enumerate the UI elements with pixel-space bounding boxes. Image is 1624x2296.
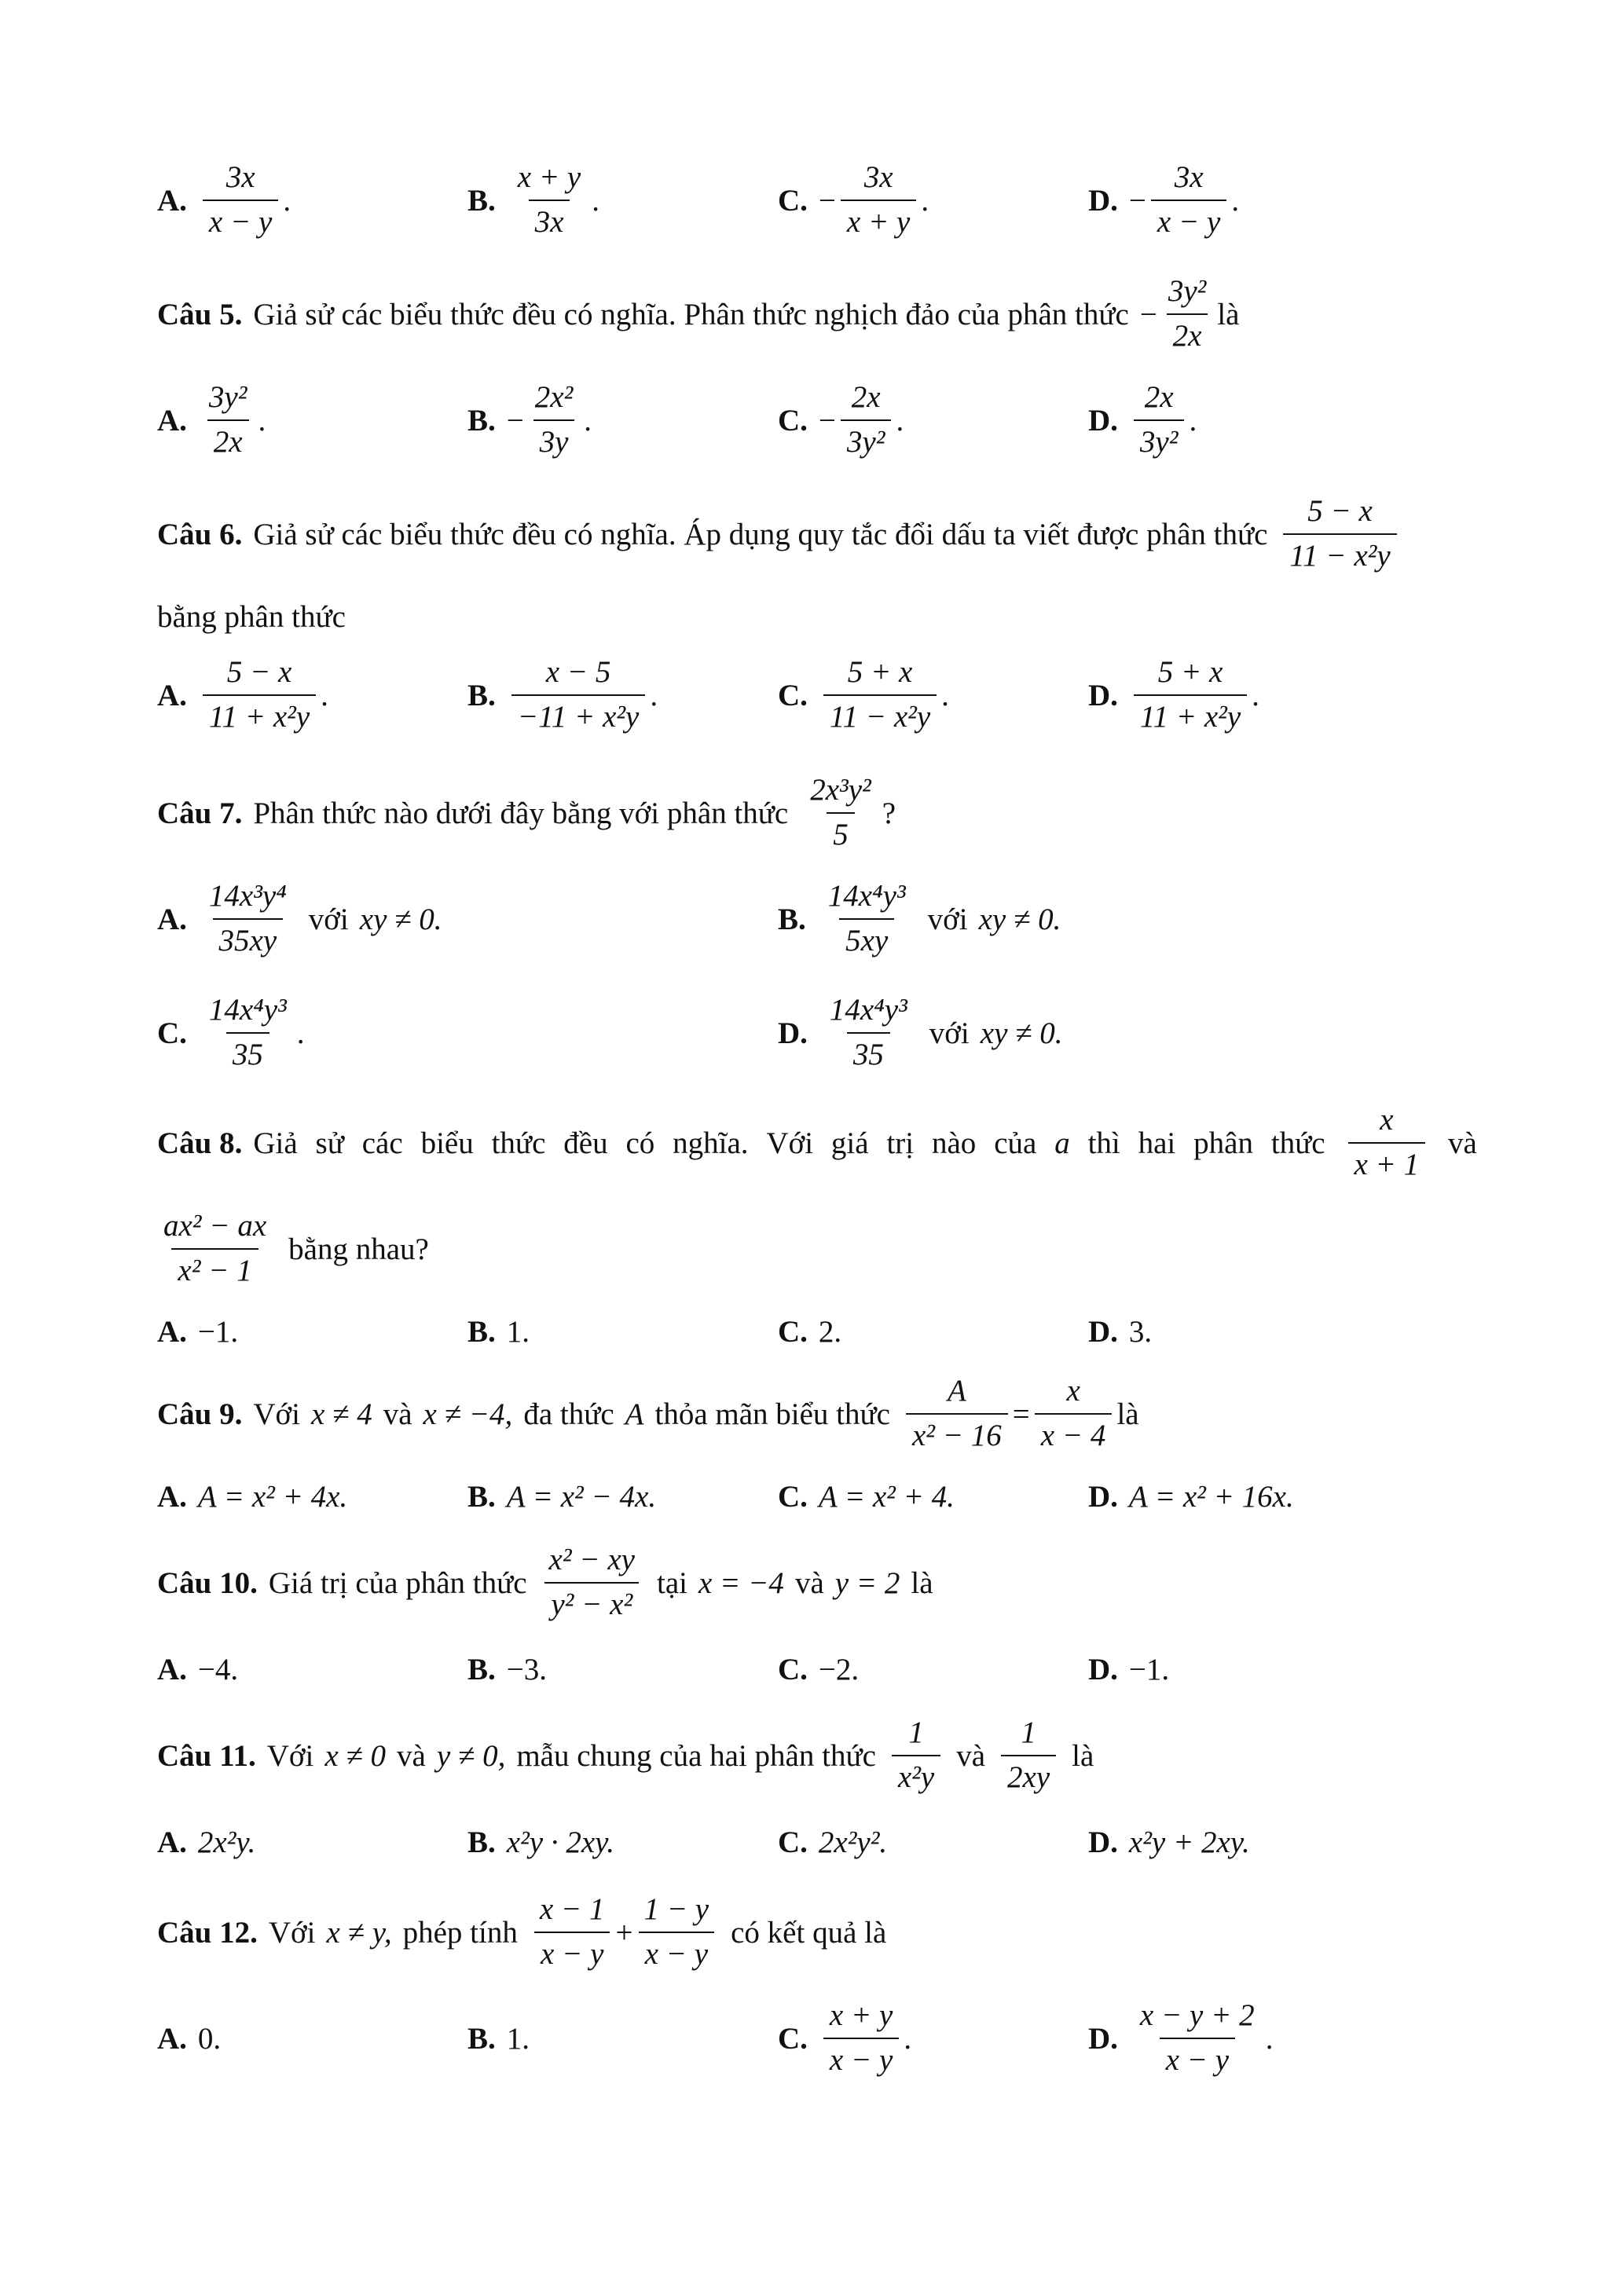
q11-options: [157, 1814, 1477, 1869]
option-letter: C.: [778, 403, 808, 438]
fraction-numerator: 3y²: [208, 380, 247, 415]
fraction-numerator: x − 5: [545, 655, 611, 690]
fraction-denominator: 2x: [207, 419, 249, 460]
fraction-numerator: x − y + 2: [1139, 1998, 1255, 2033]
fraction: [1134, 381, 1185, 460]
fraction: [203, 656, 316, 734]
option-letter: A.: [157, 902, 187, 936]
q12-option-c[interactable]: C. $\frac{x + y}{x - y}$ .: [778, 1998, 912, 2077]
fraction-denominator: 3x: [529, 200, 570, 240]
option-letter: B.: [467, 1314, 496, 1349]
question-label: Câu 6.: [157, 517, 243, 551]
option-letter: C.: [778, 678, 808, 712]
option-letter: A.: [157, 403, 187, 438]
fraction: [906, 1375, 1008, 1453]
option-letter: D.: [1088, 1314, 1118, 1349]
fraction-numerator: 14x⁴y³: [208, 993, 287, 1027]
option-letter: D.: [1088, 403, 1118, 438]
q7-options-row-1: [157, 876, 1477, 962]
q9-option-c[interactable]: C. A = x² + 4.: [778, 1479, 955, 1514]
fraction-denominator: x − y: [823, 2038, 899, 2078]
option-letter: B.: [467, 1825, 496, 1859]
fraction-numerator: A: [947, 1374, 966, 1408]
fraction-numerator: 5 − x: [226, 655, 292, 690]
option-letter: B.: [467, 678, 496, 712]
question-12: Câu 12. Với x ≠ y, phép tính $\frac{x - 1}{x - y}$ + $\frac{1 - y}{x - y}$ có kết quả là: [157, 1892, 887, 1971]
fraction-denominator: 11 − x²y: [823, 694, 937, 734]
fraction-numerator: x + y: [517, 160, 581, 195]
q6-option-c[interactable]: C. $\frac{5 + x}{\text{11 − x²y}}$ .: [778, 655, 949, 734]
q10-options: [157, 1642, 1477, 1697]
fraction-denominator: x − y: [203, 200, 278, 240]
fraction-denominator: x − y: [639, 1932, 714, 1972]
option-letter: C.: [778, 2021, 808, 2056]
option-letter: C.: [778, 1479, 808, 1514]
q8-option-c[interactable]: C. 2.: [778, 1314, 842, 1349]
fraction-denominator: x − y: [534, 1932, 610, 1972]
option-letter: C.: [778, 1314, 808, 1349]
question-label: Câu 8.: [157, 1126, 243, 1160]
fraction-denominator: x − y: [1151, 200, 1226, 240]
fraction: [1134, 1999, 1261, 2078]
option-letter: A.: [157, 183, 187, 218]
fraction: [841, 381, 892, 460]
q9-options: [157, 1469, 1477, 1524]
fraction-numerator: 3x: [863, 160, 893, 195]
fraction: [1134, 656, 1247, 734]
fraction-denominator: 35xy: [213, 918, 284, 958]
question-10: Câu 10. Giá trị của phân thức $\frac{\text{x² − xy}}{\text{y² − x²}}$ tại x = −4 và y = 2 là: [157, 1543, 933, 1621]
q12-option-a[interactable]: A. 0.: [157, 2021, 222, 2056]
option-letter: D.: [1088, 678, 1118, 712]
q5-option-d[interactable]: D. $\frac{2x}{\text{3y²}}$ .: [1088, 380, 1197, 459]
fraction-numerator: 2x²: [534, 380, 574, 415]
fraction-denominator: 3y²: [1134, 419, 1185, 460]
q7-option-c[interactable]: C. $\frac{\text{14x⁴y³}}{35}$ .: [157, 993, 306, 1071]
q11-option-d[interactable]: D. x²y + 2xy.: [1088, 1825, 1250, 1859]
fraction: [823, 1999, 899, 2078]
question-label: Câu 12.: [157, 1915, 258, 1950]
question-6-line-2: bằng phân thức: [157, 599, 346, 634]
option-letter: D.: [1088, 1652, 1118, 1686]
fraction-denominator: 35: [226, 1032, 269, 1072]
fraction: [822, 880, 912, 958]
question-text: Phân thức nào dưới đây bằng với phân thức: [253, 796, 789, 830]
fraction-numerator: 1 − y: [643, 1892, 709, 1927]
fraction-denominator: x + y: [841, 200, 916, 240]
question-text: Giả sử các biểu thức đều có nghĩa. Áp dụng quy tắc đổi dấu ta viết được phân thức: [253, 517, 1268, 551]
q10-option-b[interactable]: B. −3.: [467, 1652, 548, 1686]
option-letter: A.: [157, 1479, 187, 1514]
fraction-denominator: x² − 16: [906, 1413, 1008, 1453]
fraction-numerator: 1: [908, 1716, 924, 1750]
fraction-denominator: 2x: [1167, 313, 1208, 353]
fraction: [511, 161, 587, 240]
question-6: [157, 491, 1402, 577]
fraction-numerator: 3x: [225, 160, 255, 195]
question-label: Câu 11.: [157, 1738, 256, 1773]
option-letter: D.: [1088, 2021, 1118, 2056]
q6-option-d[interactable]: D. $\frac{5 + x}{\text{11 + x²y}}$ .: [1088, 655, 1259, 734]
fraction-denominator: x²y: [892, 1755, 940, 1795]
q8-option-b[interactable]: B. 1.: [467, 1314, 530, 1349]
fraction: [804, 774, 878, 852]
question-11: Câu 11. Với x ≠ 0 và y ≠ 0, mẫu chung của hai phân thức $\frac{1}{\text{x²y}}$ và $\frac{1}{2xy}$ là: [157, 1716, 1094, 1794]
fraction-numerator: 2x³y²: [810, 773, 871, 807]
fraction-numerator: 1: [1021, 1716, 1036, 1750]
fraction-denominator: 11 − x²y: [1283, 533, 1396, 573]
q8-option-d[interactable]: D. 3.: [1088, 1314, 1153, 1349]
q9-option-b[interactable]: B. A = x² − 4x.: [467, 1479, 657, 1514]
fraction-numerator: 3x: [1174, 160, 1204, 195]
q6-option-b[interactable]: B. $\frac{x - 5}{\text{−11 + x²y}}$ .: [467, 655, 658, 734]
question-label: Câu 10.: [157, 1565, 258, 1600]
q8-options: [157, 1304, 1477, 1359]
question-label: Câu 9.: [157, 1397, 243, 1431]
fraction: [823, 656, 937, 734]
option-letter: A.: [157, 1825, 187, 1859]
q4-option-d[interactable]: D. − $\frac{3x}{x - y}$ .: [1088, 160, 1240, 239]
question-8-line-2: $\frac{\text{ax² − ax}}{\text{x² − 1}}$ bằng nhau?: [157, 1206, 429, 1292]
q4-options: [157, 157, 1477, 244]
question-label: Câu 5.: [157, 297, 243, 331]
option-letter: A.: [157, 1314, 187, 1349]
option-letter: B.: [467, 183, 496, 218]
fraction-numerator: ax² − ax: [163, 1209, 267, 1243]
fraction: [1151, 161, 1226, 240]
fraction-denominator: x − 4: [1035, 1413, 1113, 1453]
fraction-numerator: x + y: [829, 1998, 893, 2033]
option-letter: B.: [467, 1652, 496, 1686]
q10-option-a[interactable]: A. −4.: [157, 1652, 239, 1686]
q7-option-a[interactable]: A. $\frac{\text{14x³y⁴}}{35xy}$ với xy ≠ 0.: [157, 879, 442, 958]
fraction-numerator: 5 + x: [1157, 655, 1223, 690]
fraction-denominator: 35: [847, 1032, 890, 1072]
fraction: [511, 656, 646, 734]
fraction-numerator: x − 1: [539, 1892, 605, 1927]
fraction: [529, 381, 580, 460]
fraction-numerator: x: [1380, 1103, 1394, 1137]
option-letter: B.: [467, 2021, 496, 2056]
fraction: [1162, 275, 1213, 353]
q5-options: [157, 377, 1477, 463]
q7-option-d[interactable]: D. $\frac{\text{14x⁴y³}}{35}$ với xy ≠ 0.: [778, 993, 1063, 1071]
fraction-numerator: 2x: [1144, 380, 1174, 415]
q4-option-a[interactable]: A. $\frac{3x}{x - y}$ .: [157, 160, 291, 239]
fraction-numerator: 3y²: [1168, 274, 1207, 309]
fraction-numerator: 14x³y⁴: [208, 879, 287, 914]
option-letter: B.: [467, 403, 496, 438]
option-letter: D.: [778, 1016, 808, 1050]
fraction-denominator: 3y²: [841, 419, 892, 460]
fraction: [637, 1893, 715, 1972]
fraction-numerator: 5 − x: [1307, 494, 1373, 529]
fraction-denominator: x + 1: [1348, 1142, 1426, 1182]
fraction-denominator: 2xy: [1001, 1755, 1056, 1795]
q6-options: [157, 652, 1477, 738]
q9-option-a[interactable]: A. A = x² + 4x.: [157, 1479, 348, 1514]
q12-option-b[interactable]: B. 1.: [467, 2021, 530, 2056]
fraction: [1283, 495, 1396, 573]
option-letter: D.: [1088, 183, 1118, 218]
fraction: [1035, 1375, 1113, 1453]
fraction: [533, 1893, 611, 1972]
fraction-denominator: −11 + x²y: [511, 694, 646, 734]
q6-option-a[interactable]: A. $\frac{5 - x}{\text{11 + x²y}}$ .: [157, 655, 328, 734]
fraction-denominator: x − y: [1160, 2038, 1235, 2078]
fraction-denominator: 5: [827, 812, 855, 852]
q4-option-c[interactable]: C. − $\frac{3x}{x + y}$ .: [778, 160, 929, 239]
question-7: Câu 7. Phân thức nào dưới đây bằng với phân thức $\frac{\text{2x³y²}}{5}$ ?: [157, 773, 896, 851]
option-letter: B.: [467, 1479, 496, 1514]
fraction: [203, 161, 278, 240]
option-letter: C.: [778, 183, 808, 218]
q5-option-a[interactable]: A. $\frac{\text{3y²}}{2x}$ .: [157, 380, 266, 459]
fraction-numerator: 14x⁴y³: [827, 879, 906, 914]
q4-option-b[interactable]: B. $\frac{x + y}{3x}$ .: [467, 160, 599, 239]
fraction: [203, 880, 293, 958]
fraction-numerator: 2x: [851, 380, 881, 415]
option-letter: C.: [778, 1825, 808, 1859]
question-text: Giả sử các biểu thức đều có nghĩa. Phân thức nghịch đảo của phân thức: [253, 297, 1129, 331]
fraction-numerator: x: [1066, 1374, 1080, 1408]
fraction: [203, 381, 254, 460]
question-8: Câu 8. Giả sử các biểu thức đều có nghĩa. Với giá trị nào của a thì hai phân thức $\frac{x}{x + 1}$ và: [157, 1103, 1477, 1181]
fraction-numerator: 14x⁴y³: [829, 993, 907, 1027]
q11-option-c[interactable]: C. 2x²y².: [778, 1825, 888, 1859]
fraction-numerator: 5 + x: [847, 655, 913, 690]
q12-options: [157, 1995, 1477, 2082]
option-letter: D.: [1088, 1825, 1118, 1859]
q10-option-c[interactable]: C. −2.: [778, 1652, 860, 1686]
q11-option-a[interactable]: A. 2x²y.: [157, 1825, 256, 1859]
fraction: [823, 994, 914, 1072]
option-letter: B.: [778, 902, 806, 936]
fraction-denominator: x² − 1: [171, 1248, 258, 1288]
option-letter: A.: [157, 678, 187, 712]
option-letter: C.: [778, 1652, 808, 1686]
q7-option-b[interactable]: B. $\frac{\text{14x⁴y³}}{5xy}$ với xy ≠ 0.: [778, 879, 1061, 958]
q5-option-b[interactable]: B. − $\frac{\text{2x²}}{3y}$ .: [467, 380, 592, 459]
q10-option-d[interactable]: D. −1.: [1088, 1652, 1170, 1686]
fraction-denominator: 5xy: [839, 918, 894, 958]
q8-option-a[interactable]: A. −1.: [157, 1314, 239, 1349]
option-letter: A.: [157, 2021, 187, 2056]
fraction-denominator: 3y: [533, 419, 575, 460]
fraction: [1001, 1716, 1056, 1795]
fraction: [841, 161, 916, 240]
option-letter: D.: [1088, 1479, 1118, 1514]
q9-option-d[interactable]: D. A = x² + 16x.: [1088, 1479, 1294, 1514]
fraction: [157, 1210, 273, 1288]
fraction-denominator: 11 + x²y: [1134, 694, 1247, 734]
fraction-denominator: y² − x²: [544, 1582, 639, 1622]
fraction: [892, 1716, 940, 1795]
fraction-denominator: 11 + x²y: [203, 694, 316, 734]
option-letter: C.: [157, 1016, 187, 1050]
question-5: Câu 5. Giả sử các biểu thức đều có nghĩa. Phân thức nghịch đảo của phân thức − $\frac{\text{3y²}}{2x}$ là: [157, 274, 1240, 353]
question-9: Câu 9. Với x ≠ 4 và x ≠ −4, đa thức A thỏa mãn biểu thức $\frac{A}{\text{x² − 16}}$ = $\frac{x}{x - 4}$ là: [157, 1374, 1139, 1452]
q11-option-b[interactable]: B. x²y · 2xy.: [467, 1825, 615, 1859]
fraction-numerator: x² − xy: [548, 1543, 635, 1577]
q12-option-d[interactable]: D. $\frac{x - y + 2}{x - y}$ .: [1088, 1998, 1274, 2077]
option-letter: A.: [157, 1652, 187, 1686]
fraction: [203, 994, 293, 1072]
fraction: [1348, 1104, 1426, 1182]
q7-options-row-2: [157, 990, 1477, 1076]
fraction: [543, 1543, 641, 1622]
q5-option-c[interactable]: C. − $\frac{2x}{\text{3y²}}$ .: [778, 380, 904, 459]
question-label: Câu 7.: [157, 796, 243, 830]
